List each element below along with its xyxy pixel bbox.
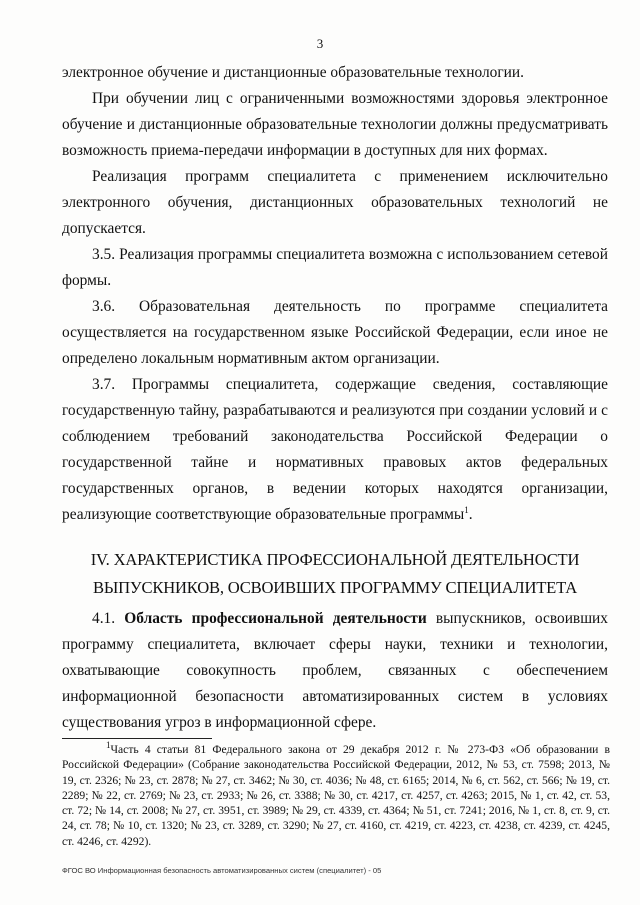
paragraph-exclusive-elearning: Реализация программ специалитета с применением исключительно электронного обучения, дистанционных образовательных технологий не допускается.	[62, 168, 608, 237]
paragraph-continuation: электронное обучение и дистанционные образовательные технологии.	[62, 64, 524, 81]
footnote-text: Часть 4 статьи 81 Федерального закона от 29 декабря 2012 г. № 273-ФЗ «Об образовании в Российской Федерации» (Собрание законодательства Российской Федерации, 2012, № 53, ст. 7598; 2013, № 19, ст. 2326; № 23, ст. 2878; № 27, ст. 3462; № 30, ст. 4036; № 48, ст. 6165; 2014, № 6, ст. 562, ст. 566; № 19, ст. 2289; № 22, ст. 2769; № 23, ст. 2933; № 26, ст. 3388; № 30, ст. 4217, ст. 4257, ст. 4263; 2015, № 1, ст. 42, ст. 53, ст. 72; № 14, ст. 2008; № 27, ст. 3951, ст. 3989; № 29, ст. 4339, ст. 4364; № 51, ст. 7241; 2016, № 1, ст. 8, ст. 9, ст. 24, ст. 78; № 10, ст. 1320; № 23, ст. 3289, ст. 3290; № 27, ст. 4160, ст. 4219, ст. 4223, ст. 4238, ст. 4239, ст. 4245, ст. 4246, ст. 4292).	[62, 743, 610, 848]
paragraph-4-1-number: 4.1.	[92, 610, 116, 627]
paragraph-4-1	[62, 606, 608, 736]
section-heading-line1: IV. ХАРАКТЕРИСТИКА ПРОФЕССИОНАЛЬНОЙ ДЕЯТЕЛЬНОСТИ	[90, 550, 580, 569]
footnote-separator	[62, 738, 212, 739]
footnote	[62, 742, 610, 849]
section-heading	[62, 546, 608, 602]
section-heading-line2: ВЫПУСКНИКОВ, ОСВОИВШИХ ПРОГРАММУ СПЕЦИАЛИТЕТА	[92, 578, 577, 597]
document-body	[62, 60, 608, 736]
paragraph-disabilities: При обучении лиц с ограниченными возможностями здоровья электронное обучение и дистанционные образовательные технологии должны предусматривать возможность приема-передачи информации в доступных для них формах.	[62, 90, 608, 159]
paragraph-4-1-term: Область профессиональной деятельности	[124, 610, 427, 627]
page-footer: ФГОС ВО Информационная безопасность автоматизированных систем (специалитет) - 05	[62, 866, 382, 875]
footnote-reference[interactable]: 1	[464, 504, 469, 515]
page-number: 3	[316, 36, 324, 51]
paragraph-3-7-text: 3.7. Программы специалитета, содержащие сведения, составляющие государственную тайну, разрабатываются и реализуются при создании условий и с соблюдением требований законодательства Российской Федерации о государственной тайне и нормативных правовых актов федеральных государственных органов, в ведении которых находятся организации, реализующие соответствующие образовательные программы	[62, 376, 608, 523]
paragraph-3-7: 3.7. Программы специалитета, содержащие сведения, составляющие государственную тайну, разрабатываются и реализуются при создании условий и с соблюдением требований законодательства Российской Федерации о государственной тайне и нормативных правовых актов федеральных государственных органов, в ведении которых находятся организации, реализующие соответствующие образовательные программы$^1$.	[62, 376, 608, 523]
footnote-mark: 1	[106, 740, 111, 751]
paragraph-3-6: 3.6. Образовательная деятельность по программе специалитета осуществляется на государственном языке Российской Федерации, если иное не определено локальным нормативным актом организации.	[62, 298, 608, 367]
paragraph-4-1-text: выпускников, освоивших программу специалитета, включает сферы науки, техники и технологии, охватывающие совокупность проблем, связанных с обеспечением информационной безопасности автоматизированных систем в условиях существования угроз в информационной сфере.	[62, 610, 608, 731]
paragraph-3-5: 3.5. Реализация программы специалитета возможна с использованием сетевой формы.	[62, 246, 608, 289]
